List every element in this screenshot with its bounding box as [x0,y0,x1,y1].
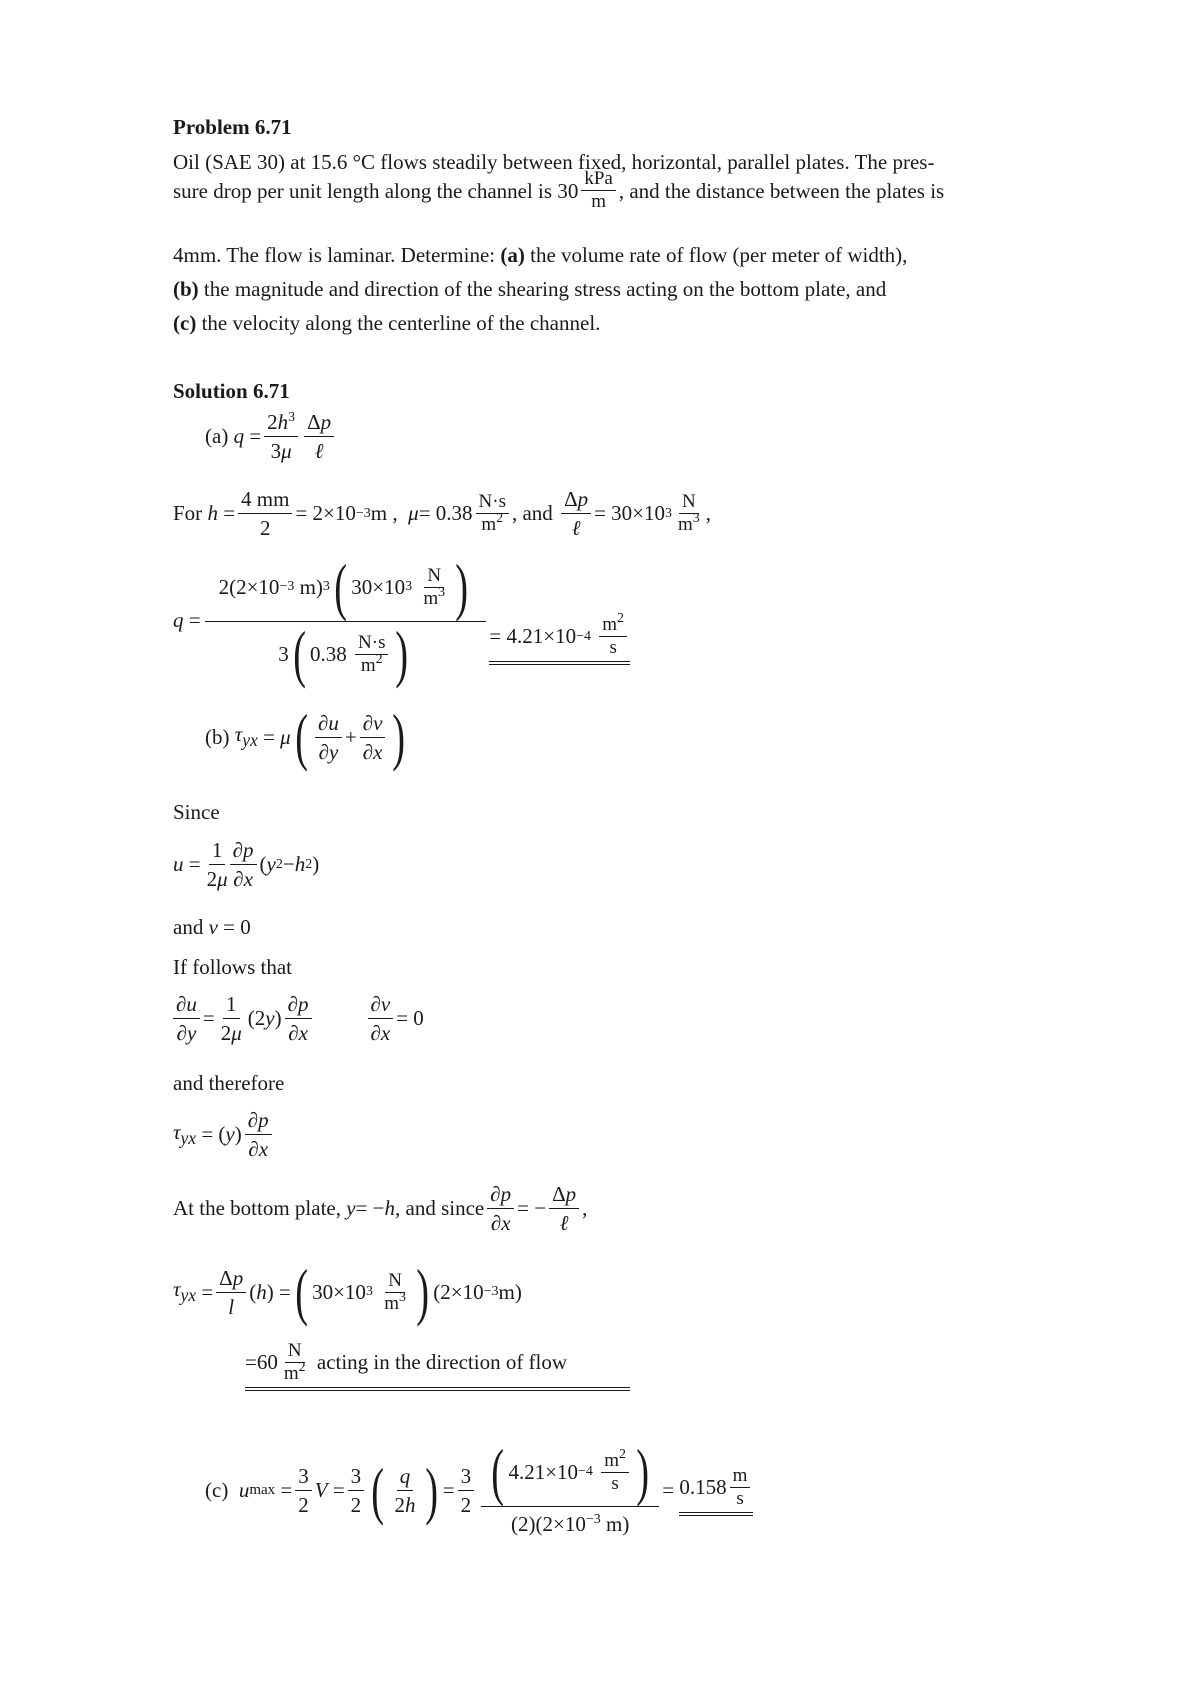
eq-velocity-profile: u = $\frac{1}{2\mu}$ $\frac{\partial p}{\partial x}$ ( y 2 − h 2 ) [173,838,320,891]
problem-line-2-pre: sure drop per unit length along the channel is 30 [173,178,579,203]
and-text: , and [511,501,553,525]
and-therefore-text: and therefore [173,1071,285,1095]
part-a-label: (a) [500,243,525,267]
eq-b-label: (b) [205,724,230,749]
problem-line-3-text: 4mm. The flow is laminar. Determine: [173,243,501,267]
q-result-value: 4.21×10 [506,624,577,648]
part-b-text: the magnitude and direction of the shearing stress acting on the bottom plate, and [198,277,887,301]
part-a-text: the volume rate of flow (per meter of width), [524,243,908,267]
eq-q-computation: q = 2(2×10 −3 m) 3 ( 30×10 3 $\frac{N}{m^3}$ ) 3 ( 0.38 $\frac{N\cdot s}{m^2}$ ) = 4.21×10 −4 $\frac{m^2}{s}$ [173,555,630,686]
part-c-label: (c) [173,311,197,335]
pressure-unit-den: m [591,191,606,212]
eq-shear-bottom: $\tau_{yx}$ = $\frac{\Delta p}{l}$ ( h ) = ( 30×10 3 $\frac{N}{m^3}$ ) (2×10 −3 m) [173,1256,522,1327]
eq-a-formula: (a) q = $\frac{2h^3}{3\mu}$ $\frac{\Delta p}{\text{ℓ}}$ [205,408,337,465]
eq-derivatives: $\frac{\partial u}{\partial y}$ = $\frac{1}{2\mu}$ (2 y ) $\frac{\partial p}{\partial x}$ $\frac{\partial v}{\partial x}$ = 0 [173,990,424,1047]
eq-a-label: (a) [205,424,229,448]
problem-line-5 [173,306,600,340]
problem-line-2-post: , and the distance between the plates is [618,178,945,203]
part-b-label: (b) [173,277,199,301]
it-follows-text: If follows that [173,955,292,979]
pressure-unit-num: kPa [581,168,616,191]
and-v-text: and [173,915,204,939]
u-result-value: 0.158 [679,1475,727,1499]
problem-line-2 [173,168,944,213]
tau-result-text: acting in the direction of flow [316,1350,568,1374]
tau-result-value: =60 [245,1350,278,1374]
for-text: For [173,501,203,525]
eq-b-shear-definition: (b) $\tau_{yx}$ = μ ( $\frac{\partial u}{\partial y}$ + $\frac{\partial v}{\partial x}$ ) [205,701,406,772]
and-v-line: and v = 0 [173,915,251,939]
bottom-plate-mid: , and since [395,1196,485,1220]
eq-shear-result: =60 $\frac{N}{m^2}$ acting in the direction of flow [245,1340,630,1391]
problem-title: Problem 6.71 [173,115,292,139]
eq-c-label: (c) [205,1478,229,1502]
eq-given-values: For h = $\frac{4 mm}{2}$ = 2×10 −3 m , μ = 0.38 $\frac{N\cdot s}{m^2}$ , and $\frac{\Delta p}{\text{ℓ}}$ = 30×10 3 $\frac{N}{m^3}$ , [173,487,712,540]
since-text: Since [173,800,220,824]
part-c-text: the velocity along the centerline of the channel. [196,311,601,335]
bottom-plate-pre: At the bottom plate, [173,1196,341,1220]
problem-line-4 [173,272,886,306]
problem-line-1: Oil (SAE 30) at 15.6 °C flows steadily between fixed, horizontal, parallel plates. The pres- [173,150,935,174]
solution-title: Solution 6.71 [173,379,290,403]
pressure-unit-fraction [581,168,616,213]
problem-line-3 [173,238,907,272]
eq-c-centerline-velocity: (c) u max = $\frac{3}{2}$ V = $\frac{3}{2}$ ( $\frac{q}{2h}$ ) = $\frac{3}{2}$ ( 4.21×10 −4 $\frac{m^2}{s}$ ) $(2)(2\times 10^{-3}$ m) = 0.158 $\frac{m}{s}$ [205,1440,753,1541]
eq-shear-simplified: $\tau_{yx}$ = ( y ) $\frac{\partial p}{\partial x}$ [173,1106,275,1163]
eq-bottom-plate: At the bottom plate, y = − h , and since $\frac{\partial p}{\partial x}$ = − $\frac{\Delta p}{\text{ℓ}}$ , [173,1182,588,1235]
